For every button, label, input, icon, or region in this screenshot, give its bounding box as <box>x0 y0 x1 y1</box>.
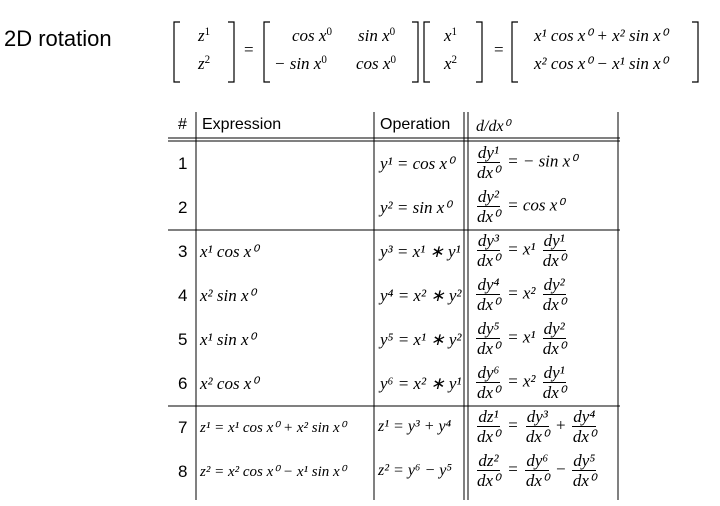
header-operation: Operation <box>380 116 451 133</box>
row-6-expression: x² cos x⁰ <box>200 374 259 393</box>
page-title: 2D rotation <box>4 26 112 51</box>
row-8-number: 8 <box>178 462 188 481</box>
row-3-expression: x¹ cos x⁰ <box>200 242 259 261</box>
rhs-row1: x¹ cos x⁰ + x² sin x⁰ <box>534 26 668 45</box>
vec-x1: $x^1$ <box>444 25 458 45</box>
row-6-number: 6 <box>178 374 188 393</box>
header-expression: Expression <box>202 116 282 133</box>
row-5-expression: x¹ sin x⁰ <box>200 330 256 349</box>
header-number: # <box>178 116 187 133</box>
row-7-number: 7 <box>178 418 188 437</box>
rotation-matrix-equation <box>0 0 720 100</box>
row-8-expression: z² = x² cos x⁰ − x¹ sin x⁰ <box>200 464 346 480</box>
equals-sign-1: = <box>244 40 254 59</box>
vec-x2: $x^2$ <box>444 53 458 73</box>
row-7-operation: z¹ = y³ + y⁴ <box>378 418 452 435</box>
row-2-number: 2 <box>178 198 188 217</box>
row-5-derivative: $\frac{\text{dy⁵}}{\text{dx⁰}}$ = x¹ $\frac{\text{dy²}}{\text{dx⁰}}$ <box>477 319 566 358</box>
row-4-expression: x² sin x⁰ <box>200 286 256 305</box>
rot-r1c1: $\cos x^0$ <box>292 25 332 45</box>
row-2-operation: y² = sin x⁰ <box>380 198 452 217</box>
row-4-operation: y⁴ = x² ∗ y² <box>380 286 462 305</box>
row-3-number: 3 <box>178 242 188 261</box>
equals-sign-2: = <box>494 40 504 59</box>
matrix-brackets <box>0 0 720 100</box>
rot-r2c1: − $\sin x^0$ <box>274 53 327 73</box>
row-1-derivative: $\frac{\text{dy¹}}{\text{dx⁰}}$ = − sin x⁰ <box>477 143 578 182</box>
row-1-number: 1 <box>178 154 188 173</box>
row-6-operation: y⁶ = x² ∗ y¹ <box>380 374 462 393</box>
row-8-operation: z² = y⁶ − y⁵ <box>378 462 452 479</box>
derivative-table <box>168 112 620 500</box>
row-5-operation: y⁵ = x¹ ∗ y² <box>380 330 462 349</box>
row-7-derivative: $\frac{\text{dz¹}}{\text{dx⁰}}$ = $\frac{\text{dy³}}{\text{dx⁰}}$ + $\frac{\text{dy⁴}}{\text{dx⁰}}$ <box>477 407 596 446</box>
row-4-derivative: $\frac{\text{dy⁴}}{\text{dx⁰}}$ = x² $\frac{\text{dy²}}{\text{dx⁰}}$ <box>477 275 566 314</box>
row-3-derivative: $\frac{\text{dy³}}{\text{dx⁰}}$ = x¹ $\frac{\text{dy¹}}{\text{dx⁰}}$ <box>477 231 566 270</box>
header-derivative: d/dx⁰ <box>476 118 510 135</box>
rot-r2c2: $\cos x^0$ <box>356 53 396 73</box>
row-7-expression: z¹ = x¹ cos x⁰ + x² sin x⁰ <box>200 420 346 436</box>
row-6-derivative: $\frac{\text{dy⁶}}{\text{dx⁰}}$ = x² $\frac{\text{dy¹}}{\text{dx⁰}}$ <box>477 363 566 402</box>
lhs-z1: $z^1$ <box>198 25 211 45</box>
rot-r1c2: $\sin x^0$ <box>358 25 396 45</box>
row-8-derivative: $\frac{\text{dz²}}{\text{dx⁰}}$ = $\frac{\text{dy⁶}}{\text{dx⁰}}$ − $\frac{\text{dy⁵}}{\text{dx⁰}}$ <box>477 451 596 490</box>
row-1-operation: y¹ = cos x⁰ <box>380 154 454 173</box>
lhs-z2: $z^2$ <box>198 53 211 73</box>
row-3-operation: y³ = x¹ ∗ y¹ <box>380 242 461 261</box>
row-5-number: 5 <box>178 330 188 349</box>
row-2-derivative: $\frac{\text{dy²}}{\text{dx⁰}}$ = cos x⁰ <box>477 187 565 226</box>
row-4-number: 4 <box>178 286 188 305</box>
rhs-row2: x² cos x⁰ − x¹ sin x⁰ <box>534 54 668 73</box>
